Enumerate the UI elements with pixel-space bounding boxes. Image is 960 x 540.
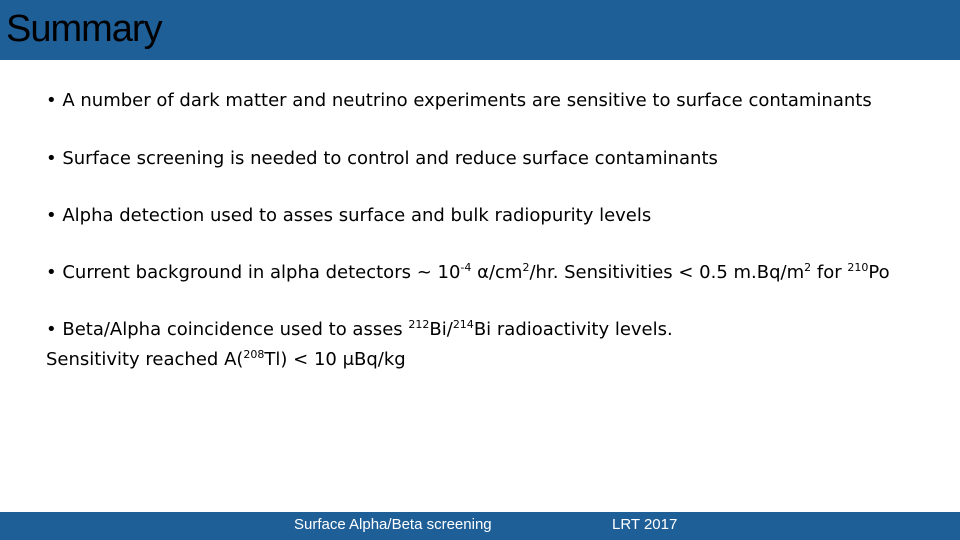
bullet-current-background: [46, 262, 890, 284]
text-segment: • Beta/Alpha coincidence used to asses: [46, 319, 409, 340]
sensitivity-line: [46, 349, 406, 371]
text-segment: α/cm: [471, 262, 523, 283]
bullet-surface-sensitivity: • A number of dark matter and neutrino experiments are sensitive to surface contaminants: [46, 90, 872, 111]
bullet-coincidence: [46, 319, 673, 341]
text-segment: Tl) < 10 μBq/kg: [264, 349, 406, 370]
text-segment: Bi radioactivity levels.: [473, 319, 673, 340]
superscript: 212: [408, 318, 430, 331]
superscript: 210: [847, 261, 869, 274]
text-segment: Po: [868, 262, 890, 283]
text-segment: /hr. Sensitivities < 0.5 m.Bq/m: [529, 262, 805, 283]
superscript: 2: [522, 261, 530, 274]
superscript: -4: [460, 261, 472, 274]
text-segment: Sensitivity reached A(: [46, 349, 244, 370]
bullet-surface-screening: • Surface screening is needed to control and reduce surface contaminants: [46, 148, 718, 169]
text-segment: Bi/: [429, 319, 453, 340]
footer-talk-title: Surface Alpha/Beta screening: [294, 516, 492, 533]
superscript: 214: [452, 318, 474, 331]
superscript: 208: [243, 348, 265, 361]
slide-title: Summary: [6, 8, 162, 50]
bullet-alpha-detection: • Alpha detection used to asses surface and bulk radiopurity levels: [46, 205, 652, 226]
superscript: 2: [804, 261, 812, 274]
text-segment: • Current background in alpha detectors ~ 10: [46, 262, 461, 283]
footer-conference: LRT 2017: [612, 516, 678, 533]
text-segment: for: [811, 262, 848, 283]
